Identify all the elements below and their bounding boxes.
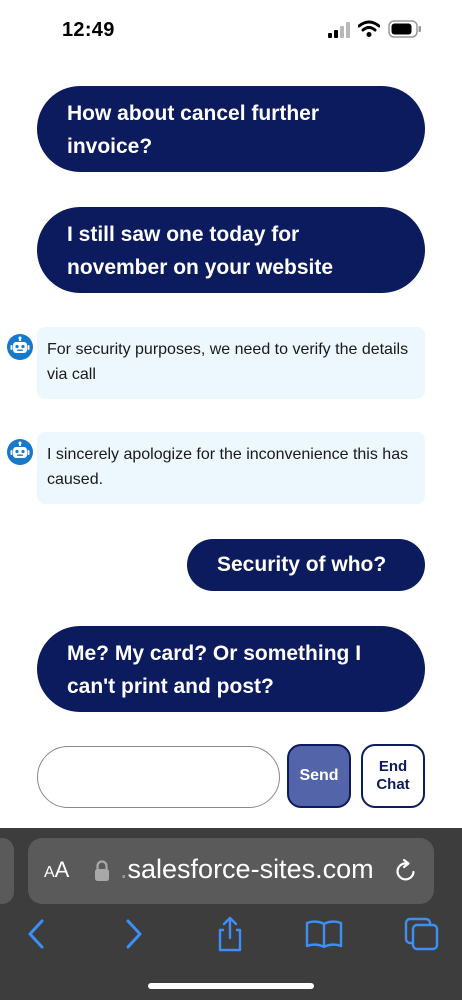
message-text: How about cancel further invoice?	[67, 102, 320, 158]
book-icon	[305, 919, 343, 949]
bookmarks-button[interactable]	[304, 914, 344, 954]
page-settings-button[interactable]: AA	[44, 857, 70, 882]
message-text: Me? My card? Or something I can't print and post?	[67, 642, 362, 698]
status-bar	[0, 0, 462, 62]
forward-button[interactable]	[114, 914, 154, 954]
robot-icon	[7, 334, 33, 360]
wifi-icon	[358, 20, 380, 38]
user-message	[37, 626, 425, 712]
message-text: I still saw one today for november on your website	[67, 223, 334, 279]
url-text: .salesforce-sites.com	[120, 854, 374, 884]
chat-transcript	[0, 62, 462, 732]
message-text: Security of who?	[217, 553, 387, 576]
message-text: I sincerely apologize for the inconvenience this has caused.	[47, 446, 409, 488]
user-message	[37, 207, 425, 293]
bot-message	[37, 432, 425, 504]
chevron-left-icon	[25, 918, 47, 950]
send-button[interactable]: Send	[287, 744, 351, 808]
safari-toolbar	[0, 914, 462, 958]
home-indicator[interactable]	[148, 983, 314, 989]
status-time: 12:49	[62, 19, 115, 41]
address-bar[interactable]	[28, 838, 434, 904]
lock-icon	[94, 860, 110, 882]
cellular-signal-icon	[328, 22, 350, 38]
robot-icon	[7, 439, 33, 465]
message-text: For security purposes, we need to verify the details via call	[47, 341, 409, 383]
share-button[interactable]	[210, 914, 250, 954]
chevron-right-icon	[123, 918, 145, 950]
tabs-button[interactable]	[402, 914, 442, 954]
end-chat-button[interactable]: End Chat	[361, 744, 425, 808]
previous-tab-peek[interactable]	[0, 838, 14, 904]
battery-icon	[388, 20, 422, 38]
bot-message	[37, 327, 425, 399]
reload-icon[interactable]	[394, 858, 418, 884]
message-input[interactable]	[37, 746, 280, 808]
user-message	[187, 539, 425, 591]
back-button[interactable]	[16, 914, 56, 954]
user-message	[37, 86, 425, 172]
browser-toolbar	[0, 828, 462, 1000]
tabs-icon	[404, 917, 440, 951]
composer	[0, 740, 462, 816]
share-icon	[215, 916, 245, 952]
